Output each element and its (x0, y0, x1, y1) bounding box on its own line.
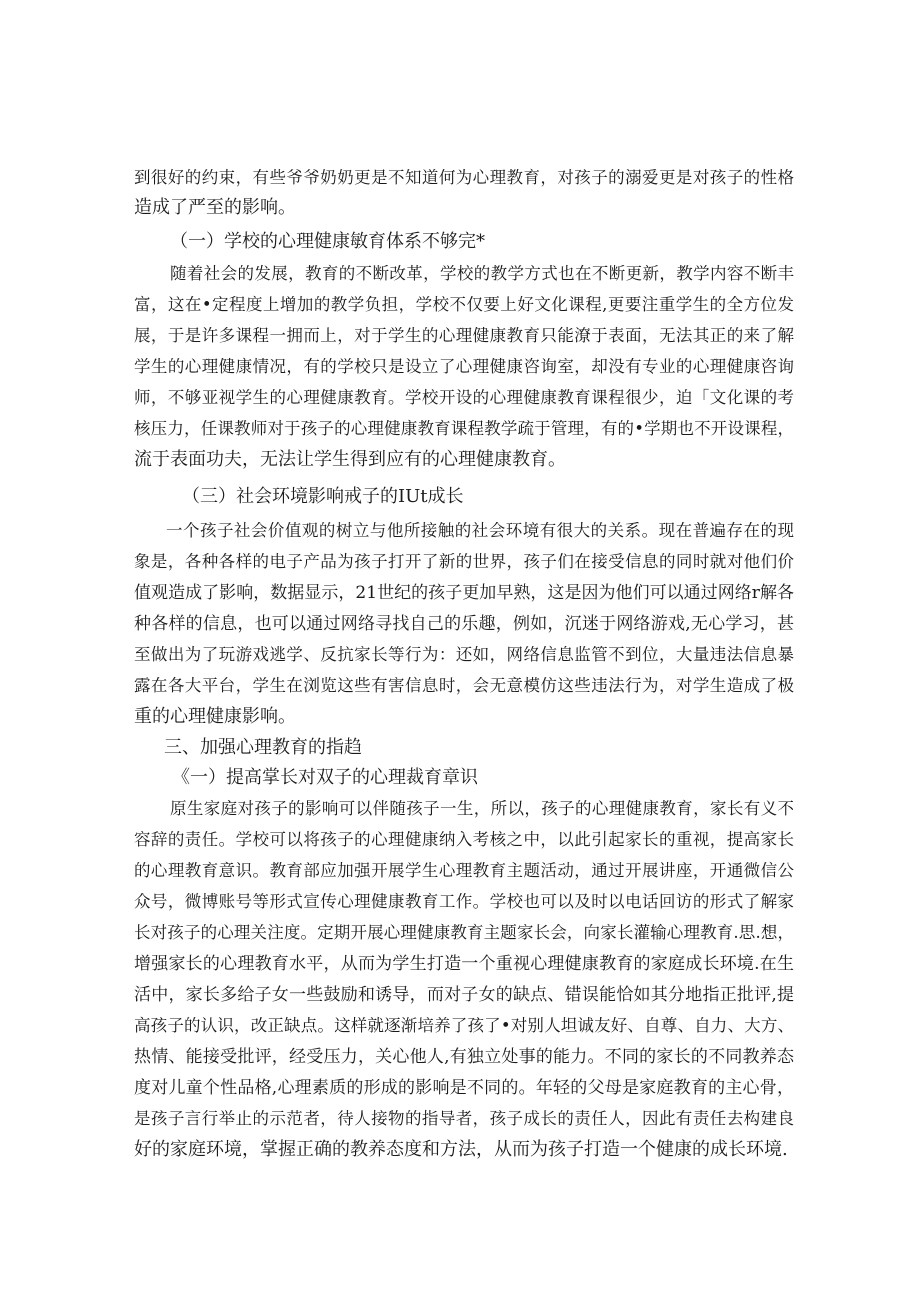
paragraph-line: 增强家长的心理教育水平，从而为学生打造一个重视心理健康教育的家庭成长环境.在生 (134, 954, 794, 974)
paragraph-line: 好的家庭环境，掌握正确的教养态度和方法，从而为孩子打造一个健康的成长环境. (134, 1139, 788, 1160)
paragraph-line: 流于表面功夫，无法让学生得到应有的心理健康教育。 (134, 449, 566, 470)
subsection-heading: 《一）提高掌长对双子的心理裁育章识 (172, 767, 478, 788)
paragraph-line: 种各样的信息，也可以通过网络寻找自己的乐趣，例如，沉迷于网络游戏,无心学习，甚 (134, 614, 794, 634)
paragraph-line: 容辞的责任。学校可以将孩子的心理健康纳入考核之中，以此引起家长的重视，提高家长 (134, 830, 794, 849)
paragraph-line: 度对儿童个性品格,心理素质的形成的影响是不同的。年轻的父母是家庭教育的主心骨， (134, 1078, 794, 1098)
paragraph-line: 一个孩子社会价值观的树立与他所接触的社会环境有很大的关系。现在普遍存在的现 (166, 521, 794, 540)
paragraph-line: 随着社会的发展，教育的不断改革，学校的教学方式也在不断更新，教学内容不断丰 (170, 264, 794, 283)
paragraph-line: 核压力，任课教师对于孩子的心理健康教育课程教学疏于管理，有的•学期也不开设课程， (134, 419, 794, 438)
paragraph-line: 造成了严至的影响。 (134, 197, 296, 218)
paragraph-line: 活中，家长多给子女一些鼓励和诱导，而对子女的缺点、错误能恰如其分地指正批评,提 (134, 985, 794, 1005)
paragraph-line: 学生的心理健康情况，有的学校只是设立了心理健康咨询室，却没有专业的心理健康咨询 (134, 357, 794, 376)
paragraph-line: 露在各大平台，学生在浏览这些有害信息时，会无意模仿这些违法行为，对学生造成了极 (134, 676, 794, 695)
section-heading: （一）学校的心理健康敏育体系不够完* (170, 231, 485, 252)
paragraph-line: 象是，各种各样的电子产品为孩子打开了新的世界，孩子们在接受信息的同时就对他们价 (134, 552, 794, 571)
paragraph-line: 富，这在•定程度上增加的教学负担，学校不仅要上好文化课程,更要注重学生的全方位发 (134, 295, 794, 314)
paragraph-line: 众号，微博账号等形式宣传心理健康教育工作。学校也可以及时以电话回访的形式了解家 (134, 892, 794, 911)
paragraph-line: 到很好的约束，有些爷爷奶奶更是不知道何为心理教育，对孩子的溺爱更是对孩子的性格 (134, 168, 794, 187)
paragraph-line: 值观造成了影响，数据显示，21世纪的孩子更加早熟，这是因为他们可以通过网络r解各 (134, 583, 794, 603)
paragraph-line: 的心理教育意识。教育部应加强开展学生心理教育主题活动，通过开展讲座，开通微信公 (134, 861, 794, 880)
paragraph-line: 原生家庭对孩子的影响可以伴随孩子一生，所以，孩子的心理健康教育，家长有义不 (170, 799, 794, 818)
section-heading: （三）社会环境影响戒子的IUt成长 (182, 486, 464, 507)
section-heading: 三、加强心理教育的指趋 (164, 737, 362, 758)
paragraph-line: 热情、能接受批评，经受压力，关心他人,有独立处事的能力。不同的家长的不同教养态 (134, 1047, 794, 1067)
paragraph-line: 至做出为了玩游戏逃学、反抗家长等行为：还如，网络信息监管不到位，大量违法信息暴 (134, 645, 794, 664)
paragraph-line: 展，于是许多课程一拥而上，对于学生的心理健康教育只能潦于表面，无法其正的来了解 (134, 326, 794, 345)
paragraph-line: 重的心理健康影响。 (134, 706, 296, 727)
paragraph-line: 长对孩子的心理关注度。定期开展心理健康教育主题家长会，向家长灌输心理教育.思.想， (134, 923, 794, 942)
paragraph-line: 高孩子的认识，改正缺点。这样就逐渐培养了孩了•对别人坦诚友好、自尊、自力、大方、 (134, 1016, 794, 1035)
paragraph-line: 是孩子言行举止的示范者，待人接物的指导者，孩子成长的责任人，因此有责任去构建良 (134, 1109, 794, 1128)
paragraph-line: 师，不够亚视学生的心理健康教育。学校开设的心理健康教育课程很少，迫「文化课的考 (134, 388, 794, 407)
